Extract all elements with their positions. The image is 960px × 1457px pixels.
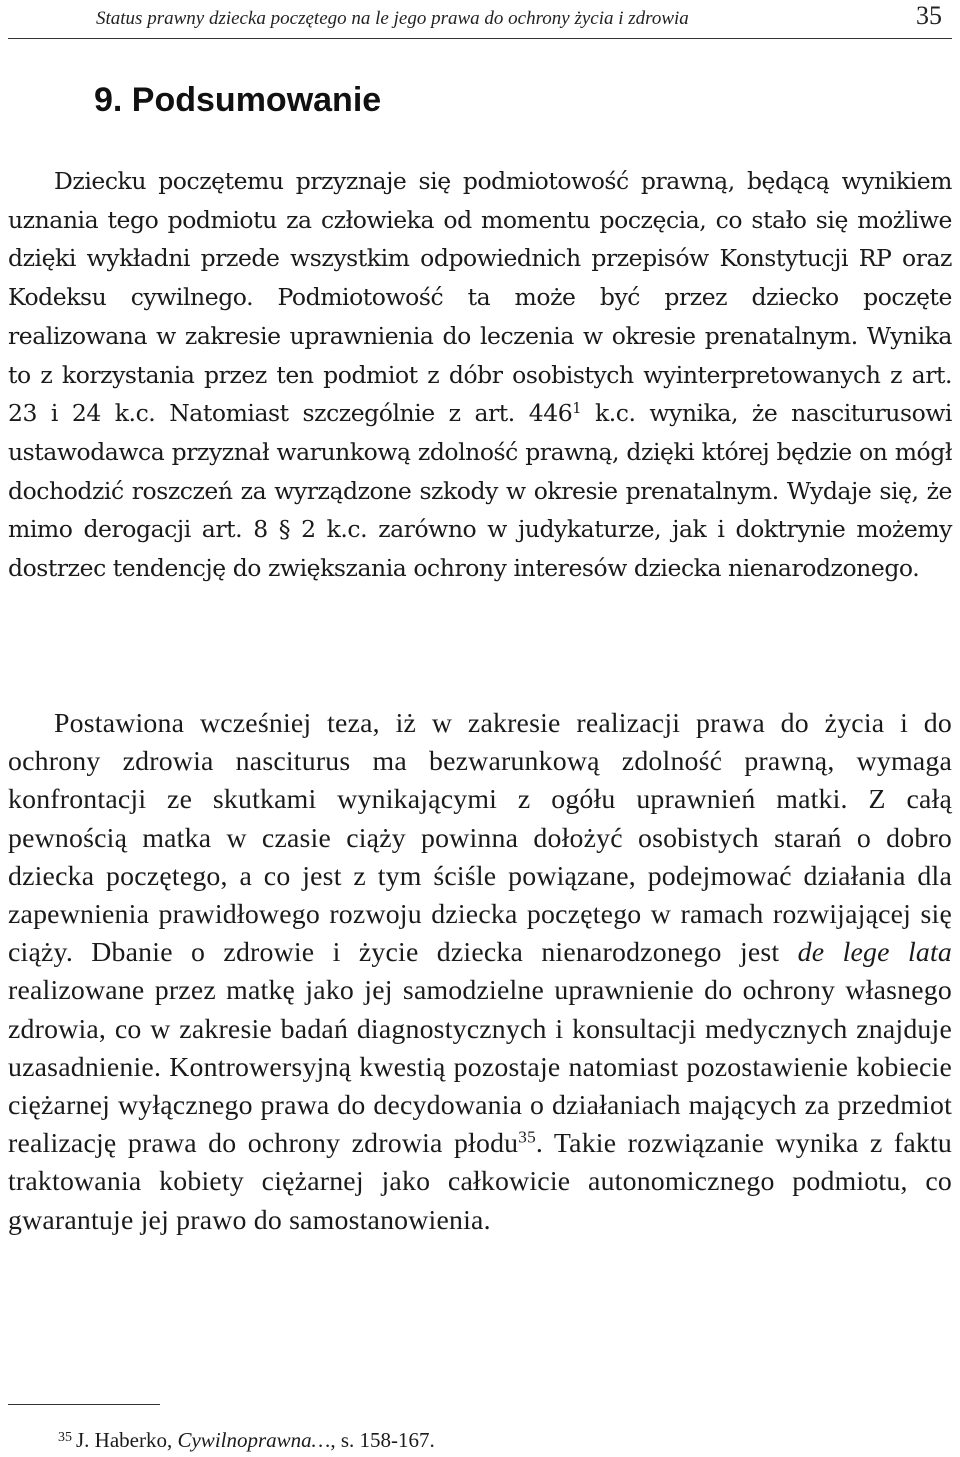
paragraph-text: realizowane przez matkę jako jej samodzielne uprawnienie do ochrony własnego zdrowia, co w zakresie badań diagnostycznych i konsultacji medycznych znajduje uzasadnienie. Kontrowersyjną kwestią pozostaje natomiast pozostawienie kobiecie ciężarnej wyłącznego prawa do decydowania o działaniach mających za przedmiot realizację prawa do ochrony zdrowia płodu bbox=[8, 975, 952, 1160]
latin-phrase: de lege lata bbox=[797, 937, 952, 969]
paragraph-text: . Takie rozwiązanie wynika z faktu traktowania kobiety ciężarnej jako całkowicie autonomicznego podmiotu, co gwarantuje jej prawo do samostanowienia. bbox=[8, 1128, 952, 1236]
superscript: 1 bbox=[572, 400, 582, 418]
section-heading: 9. Podsumowanie bbox=[94, 81, 382, 119]
footnote-author: J. Haberko, bbox=[76, 1428, 178, 1452]
footnote-separator bbox=[8, 1404, 160, 1405]
footnote-number: 35 bbox=[58, 1430, 72, 1445]
summary-paragraph-1 bbox=[8, 162, 952, 588]
paragraph-text: Dziecku poczętemu przyznaje się podmiotowość prawną, będącą wynikiem uznania tego podmiotu za człowieka od momentu poczęcia, co stało się możliwe dzięki wykładni przede wszystkim odpowiednich przepisów Konstytucji RP oraz Kodeksu cywilnego. Podmiotowość ta może być przez dziecko poczęte realizowana w zakresie uprawnienia do leczenia w okresie prenatalnym. Wynika to z korzystania przez ten podmiot z dóbr osobistych wyinterpretowanych z art. 23 i 24 k.c. Natomiast szczególnie z art. 446 bbox=[8, 167, 952, 428]
footnote-title: Cywilnoprawna… bbox=[177, 1428, 331, 1452]
summary-paragraph-2 bbox=[8, 705, 952, 1240]
running-header bbox=[8, 0, 952, 39]
footnote-pages: , s. 158-167. bbox=[330, 1428, 435, 1452]
paragraph-text: Postawiona wcześniej teza, iż w zakresie realizacji prawa do życia i do ochrony zdrowia nasciturus ma bezwarunkową zdolność prawną, wymaga konfrontacji ze skutkami wynikającymi z ogółu uprawnień matki. Z całą pewnością matka w czasie ciąży powinna dołożyć osobistych starań o dobro dziecka poczętego, a co jest z tym ściśle powiązane, podejmować działania dla zapewnienia prawidłowego rozwoju dziecka poczętego w ramach rozwijającej się ciąży. Dbanie o zdrowie i życie dziecka nienarodzonego jest bbox=[8, 708, 952, 969]
running-title: Status prawny dziecka poczętego na le jego prawa do ochrony życia i zdrowia bbox=[96, 8, 689, 29]
page-number: 35 bbox=[916, 1, 942, 30]
paragraph-text: k.c. wynika, że nasciturusowi ustawodawca przyznał warunkową zdolność prawną, dzięki której będzie on mógł dochodzić roszczeń za wyrządzone szkody w okresie prenatalnym. Wydaje się, że mimo derogacji art. 8 § 2 k.c. zarówno w judykaturze, jak i doktrynie możemy dostrzec tendencję do zwiększania ochrony interesów dziecka nienarodzonego. bbox=[8, 399, 952, 583]
footnote bbox=[58, 1426, 435, 1454]
footnote-reference[interactable]: 35 bbox=[518, 1127, 536, 1147]
